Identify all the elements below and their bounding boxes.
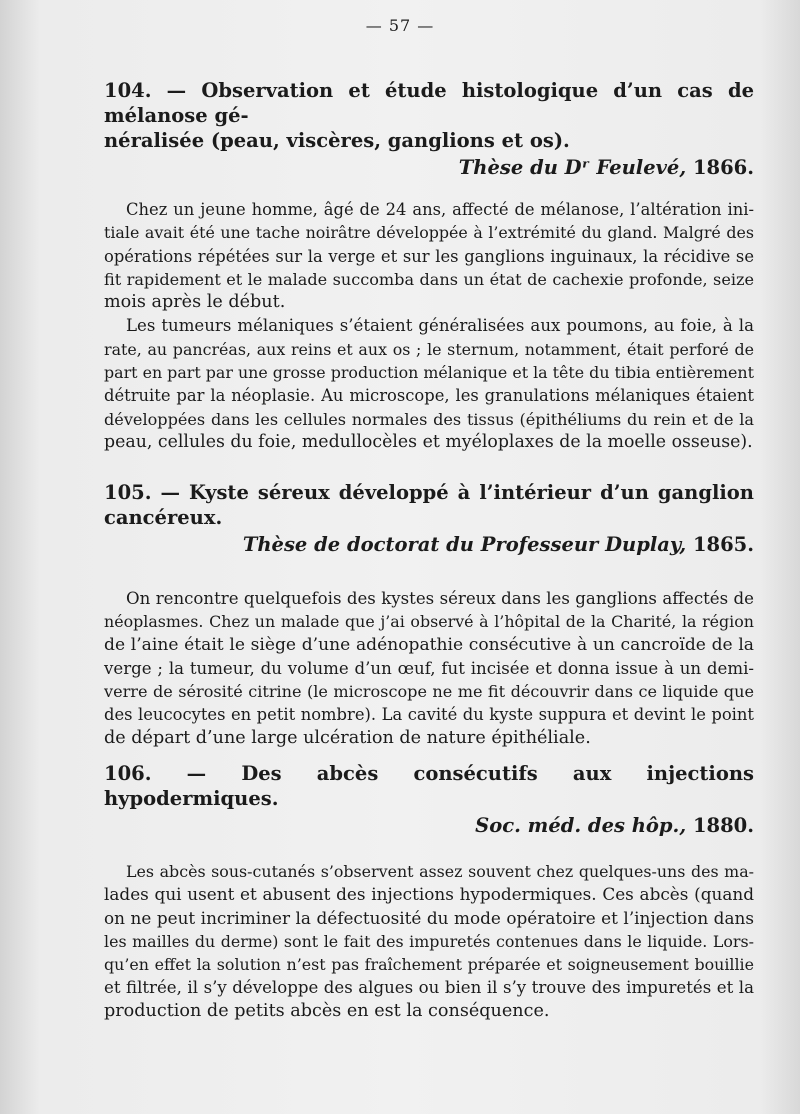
body-line: développées dans les cellules normales des tissus (épithéliums du rein et de la <box>104 409 754 429</box>
source-year: 1880. <box>692 814 754 837</box>
body-line: néoplasmes. Chez un malade que j’ai observé à l’hôpital de la Charité, la région <box>104 612 754 632</box>
source-text: Thèse de doctorat du Professeur Duplay, <box>242 533 687 556</box>
entry-title <box>104 480 754 530</box>
title-line: 105. — Kyste séreux développé à l’intérieur d’un ganglion cancéreux. <box>104 481 754 529</box>
body-line: tiale avait été une tache noirâtre développée à l’extrémité du gland. Malgré des <box>104 223 754 243</box>
entry-source <box>104 155 754 180</box>
body-line: Les tumeurs mélaniques s’étaient généralisées aux poumons, au foie, à la <box>126 316 754 336</box>
body-line: de l’aine était le siège d’une adénopathie consécutive à un cancroïde de la <box>104 634 754 655</box>
body-line: et filtrée, il s’y développe des algues ou bien il s’y trouve des impuretés et la <box>104 978 754 998</box>
entry-body <box>104 860 754 1023</box>
body-line: de départ d’une large ulcération de nature épithéliale. <box>104 727 591 748</box>
title-line: néralisée (peau, viscères, ganglions et os). <box>104 129 570 152</box>
body-line: détruite par la néoplasie. Au microscope, les granulations mélaniques étaient <box>104 386 754 406</box>
entry-source <box>104 532 754 557</box>
entry-body <box>104 198 754 454</box>
body-line: qu’en effet la solution n’est pas fraîchement préparée et soigneusement bouillie <box>104 955 754 975</box>
title-line: 104. — Observation et étude histologique d’un cas de mélanose gé- <box>104 79 754 127</box>
body-line: les mailles du derme) sont le fait des impuretés contenues dans le liquide. Lors- <box>104 931 754 951</box>
body-line: On rencontre quelquefois des kystes séreux dans les ganglions affectés de <box>126 589 754 608</box>
body-line: peau, cellules du foie, medullocèles et myéloplaxes de la moelle osseuse). <box>104 431 753 452</box>
page-number: — 57 — <box>365 16 435 35</box>
body-line: mois après le début. <box>104 292 286 313</box>
body-line: part en part par une grosse production mélanique et la tête du tibia entièrement <box>104 363 754 383</box>
entry-title <box>104 78 754 153</box>
source-text: Soc. méd. des hôp., <box>475 814 687 837</box>
body-line: opérations répétées sur la verge et sur les ganglions inguinaux, la récidive se <box>104 246 754 266</box>
body-line: Chez un jeune homme, âgé de 24 ans, affecté de mélanose, l’altération ini- <box>126 200 754 219</box>
entry-body <box>104 587 754 750</box>
source-year: 1866. <box>692 156 754 179</box>
entry-title <box>104 761 754 811</box>
body-line: Les abcès sous-cutanés s’observent assez souvent chez quelques-uns des ma- <box>126 862 754 881</box>
body-line: fit rapidement et le malade succomba dans un état de cachexie profonde, seize <box>104 269 754 289</box>
body-line: production de petits abcès en est la conséquence. <box>104 1000 550 1021</box>
entry-106 <box>104 761 754 1023</box>
body-line: verre de sérosité citrine (le microscope ne me fit découvrir dans ce liquide que <box>104 682 754 702</box>
source-text: Thèse du Dʳ Feulevé, <box>458 156 687 179</box>
body-line: on ne peut incriminer la défectuosité du mode opératoire et l’injection dans <box>104 907 754 928</box>
entry-source <box>104 813 754 838</box>
body-line: rate, au pancréas, aux reins et aux os ; le sternum, notamment, était perforé de <box>104 339 754 359</box>
body-line: verge ; la tumeur, du volume d’un œuf, fut incisée et donna issue à un demi- <box>104 658 754 678</box>
title-line: 106. — Des abcès consécutifs aux injections hypodermiques. <box>104 762 754 810</box>
body-line: lades qui usent et abusent des injections hypodermiques. Ces abcès (quand <box>104 884 754 905</box>
source-year: 1865. <box>692 533 754 556</box>
body-line: des leucocytes en petit nombre). La cavité du kyste suppura et devint le point <box>104 705 754 725</box>
entry-104 <box>104 78 754 454</box>
entry-105 <box>104 480 754 750</box>
